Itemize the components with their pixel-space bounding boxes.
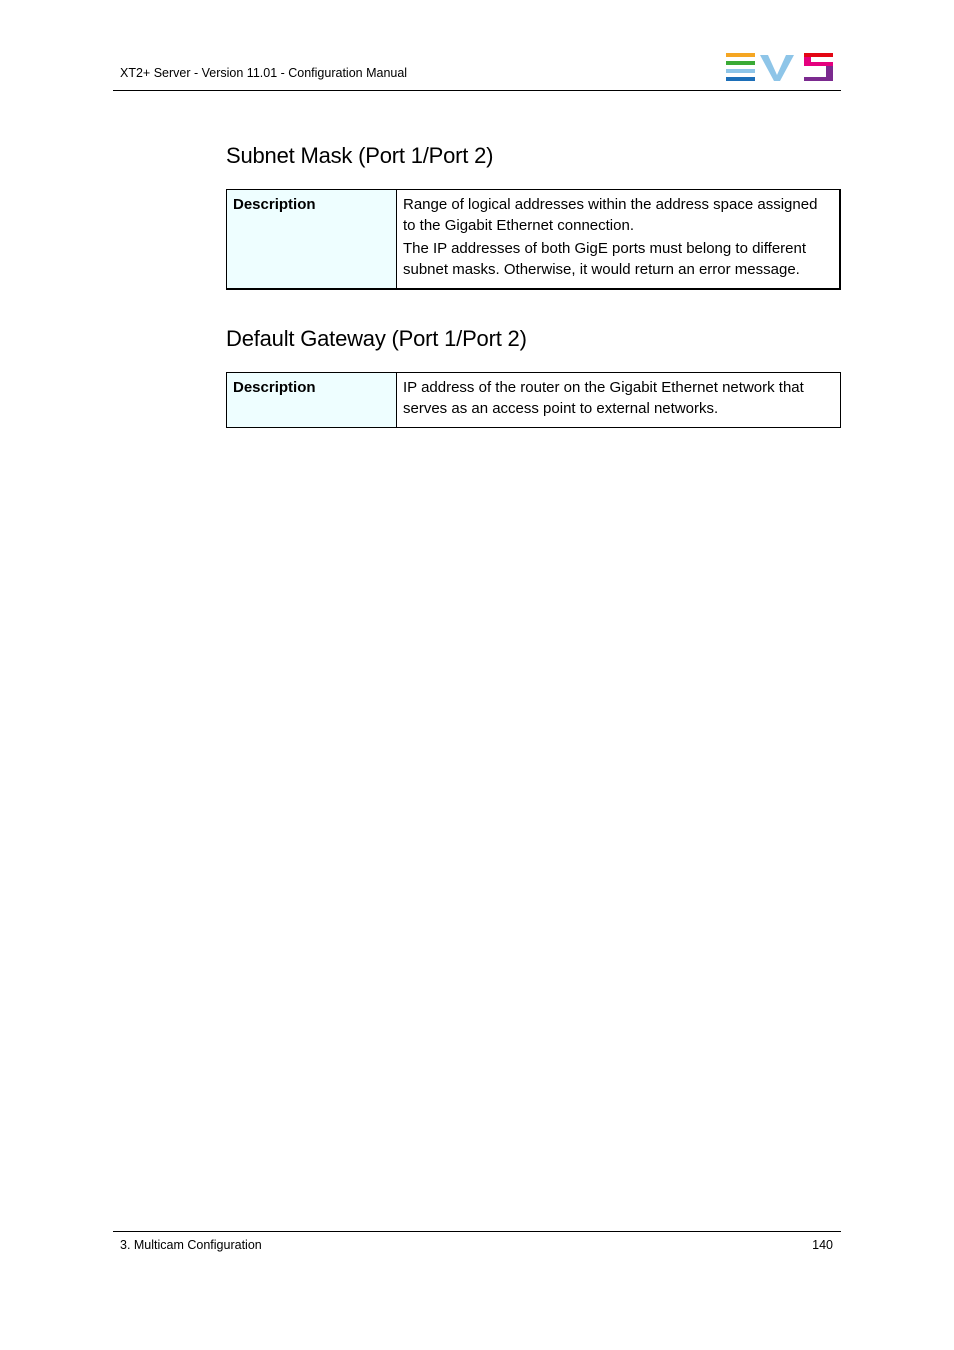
default-gateway-table [226, 372, 841, 428]
footer-divider [113, 1231, 841, 1232]
description-value [397, 373, 841, 428]
description-paragraph: Range of logical addresses within the address space assigned to the Gigabit Ethernet connection. [403, 196, 818, 234]
page-number: 140 [812, 1238, 833, 1252]
header-divider [113, 90, 841, 91]
description-value [397, 190, 841, 290]
description-label: Description [227, 373, 397, 428]
chapter-title: 3. Multicam Configuration [120, 1238, 262, 1252]
section-heading-subnet-mask: Subnet Mask (Port 1/Port 2) [226, 143, 494, 168]
evs-logo-icon [726, 53, 834, 81]
section-heading-default-gateway: Default Gateway (Port 1/Port 2) [226, 326, 527, 351]
description-label: Description [227, 190, 397, 290]
description-paragraph: IP address of the router on the Gigabit Ethernet network that serves as an access point to external networks. [403, 379, 804, 417]
document-title: XT2+ Server - Version 11.01 - Configuration Manual [120, 66, 408, 80]
table-row [227, 373, 841, 428]
table-row [227, 190, 841, 290]
subnet-mask-table [226, 189, 841, 290]
description-paragraph: The IP addresses of both GigE ports must belong to different subnet masks. Otherwise, it would return an error message. [403, 240, 807, 278]
